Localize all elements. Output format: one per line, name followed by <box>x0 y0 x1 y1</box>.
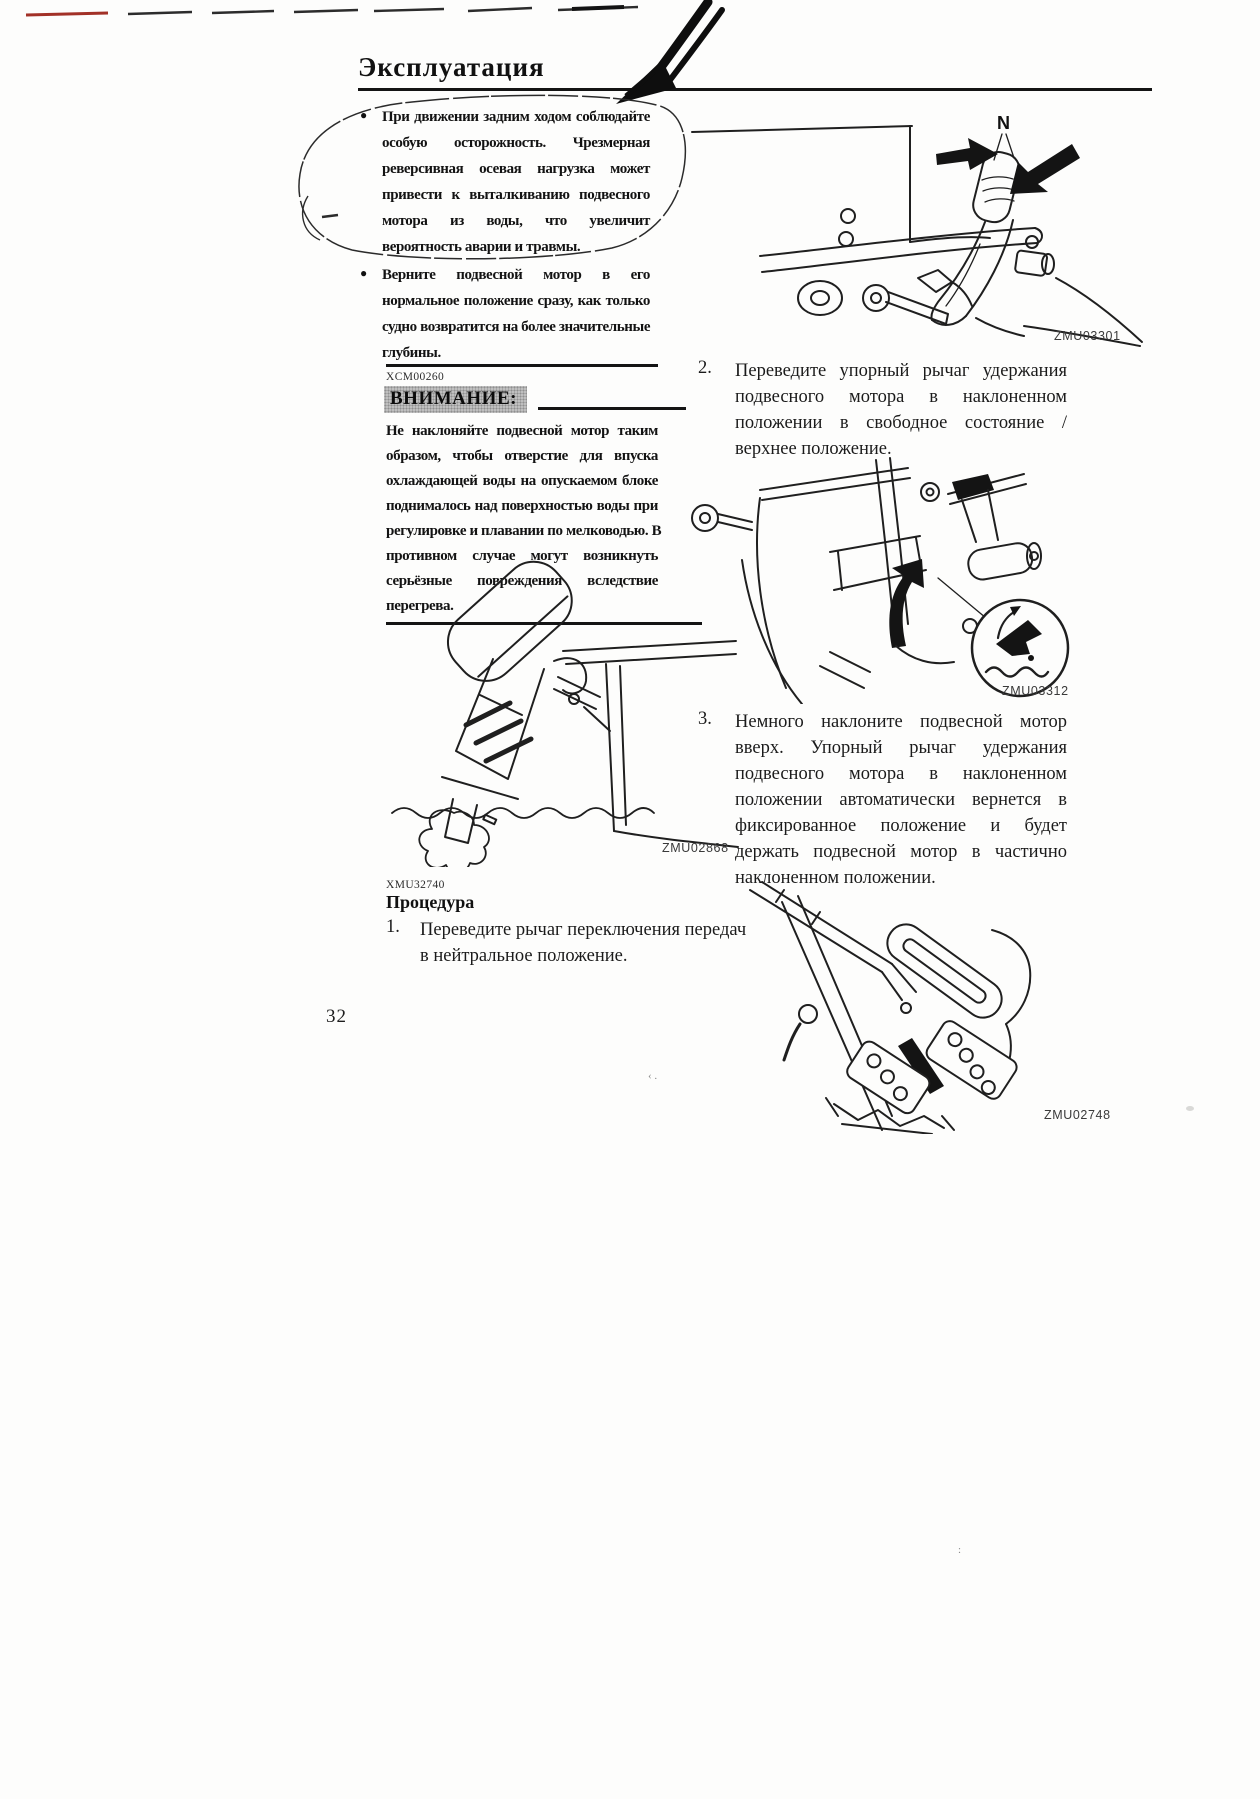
warning-bullet-2-text: Верните подвесной мотор в его нормальное положение сразу, как только судно возвратится на более значительные глубины. <box>382 267 651 361</box>
step-1-text: Переведите рычаг переключения передач в нейтральное положение. <box>420 920 747 966</box>
top-edge-scan-artifact <box>12 0 952 24</box>
step-3-text: Немного наклоните подвесной мотор вверх. Упорный рычаг удержания подвесного мотора в наклоненном положении автоматически вернется в фиксированное положение и будет держать подвесной мотор в частично наклоненном положении. <box>735 712 1067 888</box>
bullet-marker: ● <box>360 266 368 280</box>
figure-label: ZMU03312 <box>1002 684 1069 698</box>
caution-heading: ВНИМАНИЕ: <box>384 386 527 413</box>
scan-speck: : <box>958 1544 962 1556</box>
procedure-title: Процедура <box>386 892 475 912</box>
section-rule <box>386 364 658 367</box>
procedure-code-label: XMU32740 <box>386 879 445 891</box>
figure-label: ZMU03301 <box>1054 329 1121 343</box>
step-2-text: Переведите упорный рычаг удержания подвесного мотора в наклоненном положении в свободное состояние / верхнее положение. <box>735 361 1067 459</box>
figure-annotation-n: N <box>997 113 1010 133</box>
caution-code-label: XCM00260 <box>386 371 445 383</box>
step-2-number: 2. <box>698 358 712 378</box>
warning-bullet-2 <box>358 262 654 366</box>
figure-label: ZMU02868 <box>662 841 729 855</box>
step-1-number: 1. <box>386 917 400 937</box>
warning-bullet-1 <box>358 104 654 260</box>
scan-speck <box>1186 1106 1194 1111</box>
caution-heading-rule <box>538 407 686 410</box>
page-title: Эксплуатация <box>358 52 545 82</box>
step-3-number: 3. <box>698 709 712 729</box>
caution-paragraph: Не наклоняйте подвесной мотор таким образом, чтобы отверстие для впуска охлаждающей воды на опускаемом блоке поднималось над поверхностью воды при регулировке и плавании по мелководью. В противном случае могут возникнуть серьёзные повреждения вследствие перегрева. <box>386 423 662 614</box>
scan-speck: ‹ . <box>648 1070 658 1082</box>
figure-label: ZMU02748 <box>1044 1108 1111 1122</box>
figure-tilt-lock-bracket <box>692 878 1044 1134</box>
bullet-marker: ● <box>360 108 368 122</box>
figure-tilt-support-release <box>680 456 1082 704</box>
figure-shift-lever-neutral <box>680 92 1150 347</box>
warning-bullet-1-text: При движении задним ходом соблюдайте особую осторожность. Чрезмерная реверсивная осевая нагрузка может привести к выталкиванию подвесного мотора из воды, что увеличит вероятность аварии и травмы. <box>382 109 650 255</box>
page-number: 32 <box>326 1006 347 1027</box>
